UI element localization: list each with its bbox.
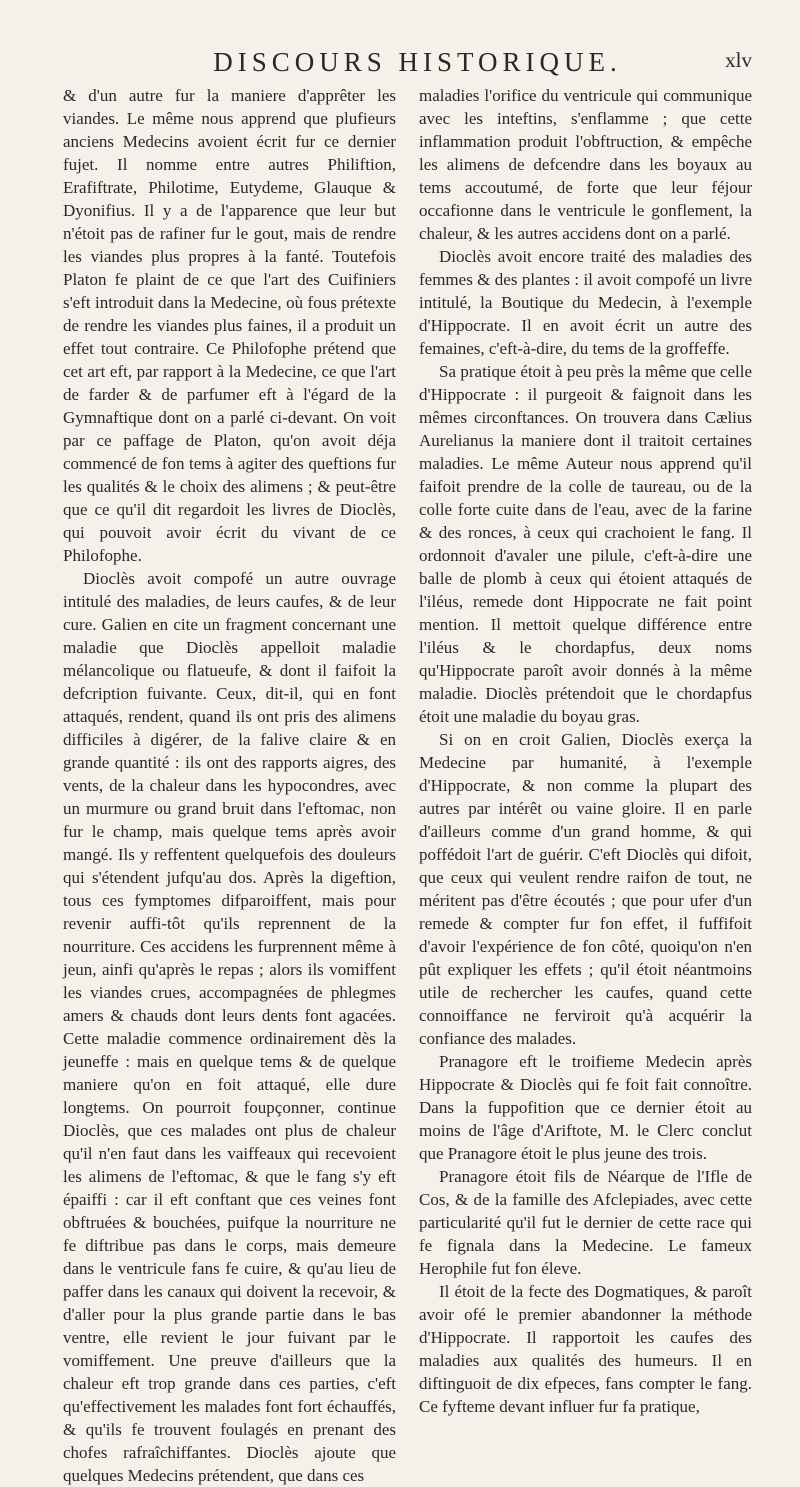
running-header	[63, 42, 752, 82]
paragraph: Dioclès avoit encore traité des maladies des femmes & des plantes : il avoit compofé un livre intitulé, la Boutique du Medecin, à l'exemple d'Hippocrate. Il en avoit écrit un autre des femaines, c'eft-à-dire, du tems de la groffeffe.	[419, 247, 752, 358]
right-column	[419, 84, 752, 1487]
paragraph: Il étoit de la fecte des Dogmatiques, & paroît avoir ofé le premier abandonner la méthode d'Hippocrate. Il rapportoit les caufes des maladies aux qualités des humeurs. Il en diftinguoit de dix efpeces, fans compter le fang. Ce fyfteme devant influer fur fa pratique,	[419, 1282, 752, 1416]
paragraph: Pranagore étoit fils de Néarque de l'Ifle de Cos, & de la famille des Afclepiades, avec cette particularité qu'il fut le dernier de cette race qui fe fignala dans la Medecine. Le fameux Herophile fut fon éleve.	[419, 1167, 752, 1278]
paragraph: Si on en croit Galien, Dioclès exerça la Medecine par humanité, à l'exemple d'Hippocrate, & non comme la plupart des autres par intérêt ou vaine gloire. Il en parle d'ailleurs comme d'un grand homme, & qui poffédoit l'art de guérir. C'eft Dioclès qui difoit, que ceux qui veulent rendre raifon de tout, ne méritent pas d'être écoutés ; que pour ufer d'un remede & compter fur fon effet, il fuffifoit d'avoir l'expérience de fon côté, quoiqu'on n'en pût expliquer les effets ; qu'il étoit néantmoins utile de rechercher les caufes, quand cette connoiffance ne ferviroit qu'à acquérir la confiance des malades.	[419, 730, 752, 1048]
paragraph: Pranagore eft le troifieme Medecin après Hippocrate & Dioclès qui fe foit fait connoître. Dans la fuppofition que ce dernier étoit au moins de l'âge d'Ariftote, M. le Clerc conclut que Pranagore étoit le plus jeune des trois.	[419, 1052, 752, 1163]
paragraph: & d'un autre fur la maniere d'apprêter les viandes. Le même nous apprend que plufieurs anciens Medecins avoient écrit fur ce dernier fujet. Il nomme entre autres Philiftion, Erafiftrate, Philotime, Eutydeme, Glauque & Dyonifius. Il y a de l'apparence que leur but n'étoit pas de rafiner fur le gout, mais de rendre les viandes plus propres à la fanté. Toutefois Platon fe plaint de ce que l'art des Cuifiniers s'eft introduit dans la Medecine, où fous prétexte de rendre les viandes plus faines, il a produit un effet tout contraire. Ce Philofophe prétend que cet art eft, par rapport à la Medecine, ce que l'art de farder & de parfumer eft à l'égard de la Gymnaftique dont on a parlé ci-devant. On voit par ce paffage de Platon, qu'on avoit déja commencé de fon tems à agiter des queftions fur les qualités & le choix des alimens ; & peut-être que ce qu'il dit regardoit les livres de Dioclès, qui pouvoit avoir écrit du vivant de ce Philofophe.	[63, 86, 396, 565]
paragraph: Dioclès avoit compofé un autre ouvrage intitulé des maladies, de leurs caufes, & de leur cure. Galien en cite un fragment concernant une maladie que Dioclès appelloit maladie mélancolique ou flatueufe, & dont il faifoit la defcription fuivante. Ceux, dit-il, qui en font attaqués, rendent, quand ils ont pris des alimens difficiles à digérer, de la falive claire & en grande quantité : ils ont des rapports aigres, des vents, de la chaleur dans les hypocondres, avec un murmure ou grand bruit dans l'eftomac, non fur le champ, mais quelque tems après avoir mangé. Ils y reffentent quelquefois des douleurs qui s'étendent jufqu'au dos. Après la digeftion, tous ces fymptomes difparoiffent, mais pour revenir auffi-tôt qu'ils reprennent de la nourriture. Ces accidens les furprennent même à jeun, ainfi qu'après le repas ; alors ils vomiffent les viandes crues, accompagnées de phlegmes amers & chauds dont leurs dents font agacées. Cette maladie commence ordinairement dès la jeuneffe : mais en quelque tems & de quelque maniere qu'on en foit attaqué, elle dure longtems. On pourroit foupçonner, continue Dioclès, que ces malades ont plus de chaleur qu'il n'en faut dans les vaiffeaux qui recevoient les alimens de l'eftomac, & que le fang s'y eft épaiffi : car il eft conftant que ces veines font obftruées & bouchées, puifque la nourriture ne fe diftribue pas dans le corps, mais demeure dans le ventricule fans fe cuire, & qu'au lieu de paffer dans les canaux qui doivent la recevoir, & d'aller pour la plus grande partie dans le bas ventre, elle revient le jour fuivant par le vomiffement. Une preuve d'ailleurs que la chaleur eft trop grande dans ces parties, c'eft qu'effectivement les malades font fort échauffés, & qu'ils fe trouvent foulagés en prenant des chofes rafraîchiffantes. Dioclès ajoute que quelques Medecins prétendent, que dans ces	[63, 569, 396, 1485]
left-column	[63, 84, 396, 1487]
text-columns	[63, 84, 752, 1487]
paragraph: maladies l'orifice du ventricule qui communique avec les inteftins, s'enflamme ; que cette inflammation produit l'obftruction, & empêche les alimens de defcendre dans les boyaux au tems accoutumé, de forte que leur féjour occafionne dans le ventricule le gonflement, la chaleur, & les autres accidens dont on a parlé.	[419, 86, 752, 243]
running-title: DISCOURS HISTORIQUE.	[213, 47, 622, 77]
paragraph: Sa pratique étoit à peu près la même que celle d'Hippocrate : il purgeoit & faignoit dans les mêmes circonftances. On trouvera dans Cælius Aurelianus la maniere dont il traitoit certaines maladies. Le même Auteur nous apprend qu'il faifoit prendre de la colle de taureau, ou de la colle forte cuite dans de l'eau, avec de la farine & des ronces, à ceux qui crachoient le fang. Il ordonnoit d'avaler une pilule, c'eft-à-dire une balle de plomb à ceux qui étoient attaqués de l'iléus, remede dont Hippocrate ne fait point mention. Il mettoit quelque différence entre l'iléus & le chordapfus, deux noms qu'Hippocrate paroît avoir donnés à la même maladie. Dioclès prétendoit que le chordapfus étoit une maladie du boyau gras.	[419, 362, 752, 726]
page-number: xlv	[725, 48, 752, 72]
